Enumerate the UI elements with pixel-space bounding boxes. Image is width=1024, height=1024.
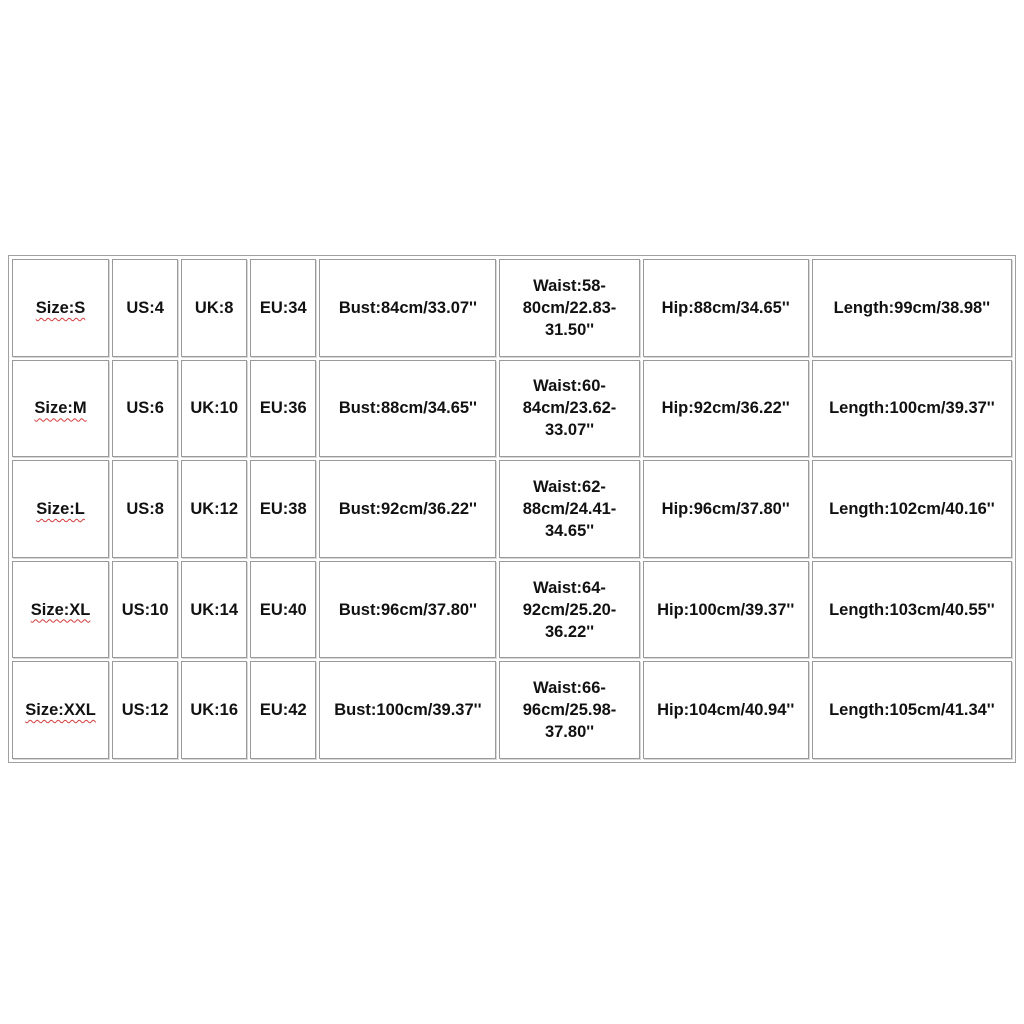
waist-line: Waist:58-	[533, 276, 606, 295]
eu-size-cell: EU:34	[250, 259, 316, 357]
waist-line: 36.22''	[544, 622, 595, 641]
bust-cell: Bust:88cm/34.65''	[319, 360, 496, 458]
size-row	[12, 661, 1012, 759]
size-cell: Size:XL	[12, 561, 109, 659]
waist-line: 33.07''	[544, 421, 595, 440]
waist-line: 80cm/22.83-	[522, 298, 617, 317]
length-cell: Length:100cm/39.37''	[812, 360, 1012, 458]
size-row	[12, 460, 1012, 558]
uk-size-cell: UK:16	[181, 661, 247, 759]
hip-cell: Hip:96cm/37.80''	[643, 460, 809, 558]
uk-size-cell: UK:10	[181, 360, 247, 458]
waist-cell	[499, 360, 639, 458]
size-row	[12, 360, 1012, 458]
bust-cell: Bust:92cm/36.22''	[319, 460, 496, 558]
waist-line: 34.65''	[544, 521, 595, 540]
size-cell: Size:M	[12, 360, 109, 458]
size-cell: Size:XXL	[12, 661, 109, 759]
waist-line: 92cm/25.20-	[522, 600, 617, 619]
length-cell: Length:103cm/40.55''	[812, 561, 1012, 659]
eu-size-cell: EU:42	[250, 661, 316, 759]
waist-line: 96cm/25.98-	[522, 701, 617, 720]
waist-line: 31.50''	[544, 320, 595, 339]
waist-line: Waist:62-	[533, 477, 606, 496]
uk-size-cell: UK:12	[181, 460, 247, 558]
waist-line: 37.80''	[544, 723, 595, 742]
hip-cell: Hip:92cm/36.22''	[643, 360, 809, 458]
us-size-cell: US:10	[112, 561, 178, 659]
size-cell: Size:S	[12, 259, 109, 357]
size-chart-table	[8, 255, 1016, 763]
waist-line: 88cm/24.41-	[522, 499, 617, 518]
us-size-cell: US:6	[112, 360, 178, 458]
length-cell: Length:102cm/40.16''	[812, 460, 1012, 558]
eu-size-cell: EU:36	[250, 360, 316, 458]
uk-size-cell: UK:14	[181, 561, 247, 659]
waist-line: Waist:64-	[533, 578, 606, 597]
eu-size-cell: EU:40	[250, 561, 316, 659]
size-row	[12, 259, 1012, 357]
uk-size-cell: UK:8	[181, 259, 247, 357]
hip-cell: Hip:88cm/34.65''	[643, 259, 809, 357]
us-size-cell: US:8	[112, 460, 178, 558]
length-cell: Length:99cm/38.98''	[812, 259, 1012, 357]
us-size-cell: US:4	[112, 259, 178, 357]
bust-cell: Bust:100cm/39.37''	[319, 661, 496, 759]
eu-size-cell: EU:38	[250, 460, 316, 558]
hip-cell: Hip:100cm/39.37''	[643, 561, 809, 659]
waist-cell	[499, 460, 639, 558]
waist-line: Waist:66-	[533, 679, 606, 698]
us-size-cell: US:12	[112, 661, 178, 759]
size-cell: Size:L	[12, 460, 109, 558]
size-row	[12, 561, 1012, 659]
bust-cell: Bust:84cm/33.07''	[319, 259, 496, 357]
waist-line: 84cm/23.62-	[522, 399, 617, 418]
length-cell: Length:105cm/41.34''	[812, 661, 1012, 759]
waist-cell	[499, 661, 639, 759]
waist-line: Waist:60-	[533, 377, 606, 396]
waist-cell	[499, 561, 639, 659]
bust-cell: Bust:96cm/37.80''	[319, 561, 496, 659]
waist-cell	[499, 259, 639, 357]
hip-cell: Hip:104cm/40.94''	[643, 661, 809, 759]
